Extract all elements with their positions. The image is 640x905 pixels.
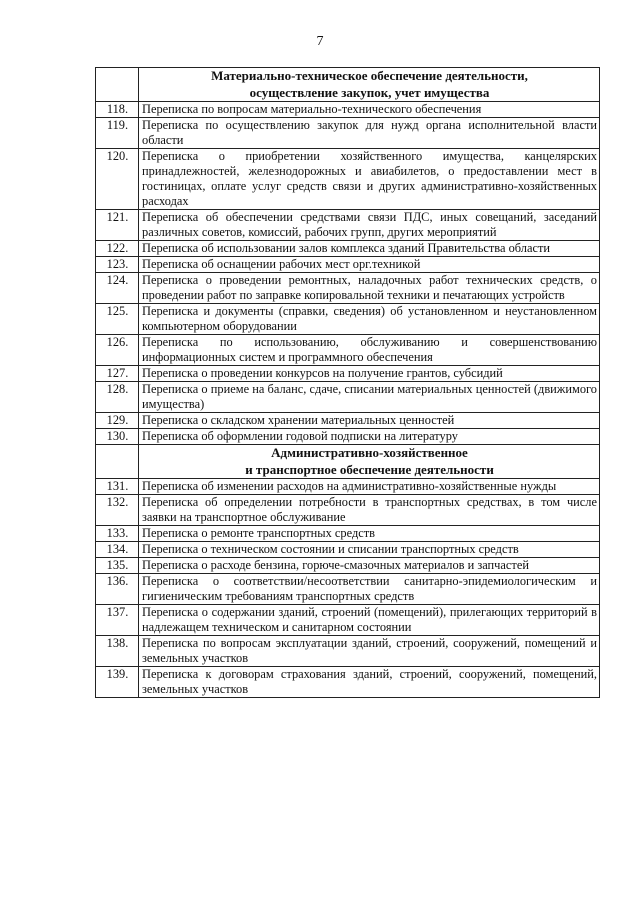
table-row — [96, 102, 600, 118]
row-description: Переписка о содержании зданий, строений (помещений), прилегающих территорий в надлежащем техническом и санитарном состоянии — [139, 605, 600, 636]
row-number: 136. — [96, 574, 139, 605]
row-description: Переписка об оформлении годовой подписки на литературу — [139, 429, 600, 445]
row-number: 130. — [96, 429, 139, 445]
row-description: Переписка об оснащении рабочих мест орг.техникой — [139, 257, 600, 273]
section-heading — [139, 445, 600, 479]
row-number: 124. — [96, 273, 139, 304]
row-description: Переписка об обеспечении средствами связи ПДС, иных совещаний, заседаний различных советов, комиссий, рабочих групп, других мероприятий — [139, 210, 600, 241]
table-row — [96, 118, 600, 149]
table-row — [96, 413, 600, 429]
row-number: 135. — [96, 558, 139, 574]
row-description: Переписка о техническом состоянии и списании транспортных средств — [139, 542, 600, 558]
section-heading-row — [96, 68, 600, 102]
section-heading-line: Материально-техническое обеспечение деятельности, — [211, 68, 528, 83]
section-heading-line: и транспортное обеспечение деятельности — [245, 461, 494, 477]
table-row — [96, 241, 600, 257]
table-row — [96, 574, 600, 605]
table-row — [96, 273, 600, 304]
row-description: Переписка об определении потребности в транспортных средствах, в том числе заявки на транспортное обслуживание — [139, 495, 600, 526]
row-number: 122. — [96, 241, 139, 257]
row-description: Переписка о приеме на баланс, сдаче, списании материальных ценностей (движимого имущества) — [139, 382, 600, 413]
row-number: 121. — [96, 210, 139, 241]
table-row — [96, 558, 600, 574]
row-number: 134. — [96, 542, 139, 558]
row-number: 125. — [96, 304, 139, 335]
row-description: Переписка по использованию, обслуживанию и совершенствованию информационных систем и программного обеспечения — [139, 335, 600, 366]
table-row — [96, 636, 600, 667]
records-table — [95, 67, 600, 698]
table-row — [96, 526, 600, 542]
row-number: 119. — [96, 118, 139, 149]
table-row — [96, 257, 600, 273]
row-number: 131. — [96, 479, 139, 495]
row-number: 137. — [96, 605, 139, 636]
row-description: Переписка по вопросам материально-технического обеспечения — [139, 102, 600, 118]
section-heading-line: осуществление закупок, учет имущества — [249, 84, 490, 100]
row-description: Переписка к договорам страхования зданий, строений, сооружений, помещений, земельных участков — [139, 667, 600, 698]
table-row — [96, 667, 600, 698]
section-heading-num-cell — [96, 445, 139, 479]
page-number: 7 — [316, 34, 324, 49]
row-description: Переписка по осуществлению закупок для нужд органа исполнительной власти области — [139, 118, 600, 149]
section-heading-line: Административно-хозяйственное — [271, 445, 468, 460]
table-row — [96, 366, 600, 382]
table-row — [96, 495, 600, 526]
section-heading — [139, 68, 600, 102]
table-row — [96, 304, 600, 335]
row-description: Переписка о ремонте транспортных средств — [139, 526, 600, 542]
row-number: 132. — [96, 495, 139, 526]
row-number: 120. — [96, 149, 139, 210]
row-number: 126. — [96, 335, 139, 366]
table-row — [96, 479, 600, 495]
table-row — [96, 542, 600, 558]
section-heading-num-cell — [96, 68, 139, 102]
row-number: 128. — [96, 382, 139, 413]
table-row — [96, 429, 600, 445]
row-number: 139. — [96, 667, 139, 698]
row-description: Переписка по вопросам эксплуатации зданий, строений, сооружений, помещений и земельных участков — [139, 636, 600, 667]
row-description: Переписка о приобретении хозяйственного имущества, канцелярских принадлежностей, железнодорожных и авиабилетов, о предоставлении мест в гостиницах, оплате услуг средств связи и других административно-хозяйственных расходах — [139, 149, 600, 210]
row-number: 127. — [96, 366, 139, 382]
row-description: Переписка о проведении конкурсов на получение грантов, субсидий — [139, 366, 600, 382]
row-description: Переписка об изменении расходов на административно-хозяйственные нужды — [139, 479, 600, 495]
row-number: 123. — [96, 257, 139, 273]
table-row — [96, 605, 600, 636]
table-row — [96, 382, 600, 413]
section-heading-row — [96, 445, 600, 479]
table-row — [96, 149, 600, 210]
row-description: Переписка о складском хранении материальных ценностей — [139, 413, 600, 429]
row-description: Переписка о соответствии/несоответствии санитарно-эпидемиологическим и гигиеническим требованиям транспортных средств — [139, 574, 600, 605]
row-description: Переписка и документы (справки, сведения) об установленном и неустановленном компьютерном оборудовании — [139, 304, 600, 335]
row-number: 129. — [96, 413, 139, 429]
row-number: 118. — [96, 102, 139, 118]
row-number: 133. — [96, 526, 139, 542]
table-row — [96, 335, 600, 366]
row-description: Переписка о проведении ремонтных, наладочных работ технических средств, о проведении работ по заправке копировальной техники и печатающих устройств — [139, 273, 600, 304]
table-row — [96, 210, 600, 241]
row-description: Переписка об использовании залов комплекса зданий Правительства области — [139, 241, 600, 257]
row-number: 138. — [96, 636, 139, 667]
row-description: Переписка о расходе бензина, горюче-смазочных материалов и запчастей — [139, 558, 600, 574]
